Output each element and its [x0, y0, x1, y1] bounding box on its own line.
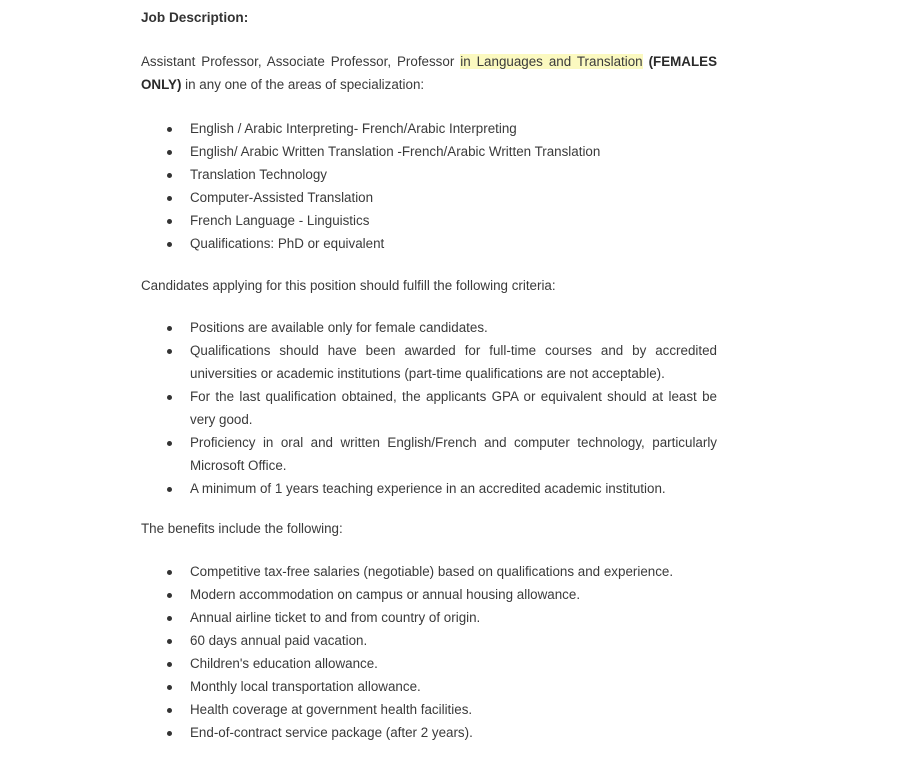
list-item: Children's education allowance. [141, 652, 717, 675]
list-item: End-of-contract service package (after 2 years). [141, 721, 717, 744]
intro-paragraph [141, 50, 717, 96]
list-item: Health coverage at government health facilities. [141, 698, 717, 721]
list-item: Annual airline ticket to and from country of origin. [141, 606, 717, 629]
list-item: English/ Arabic Written Translation -French/Arabic Written Translation [141, 140, 717, 163]
intro-text-end: in any one of the areas of specialization: [181, 77, 425, 92]
list-item: Modern accommodation on campus or annual housing allowance. [141, 583, 717, 606]
intro-text: Assistant Professor, Associate Professor, Professor [141, 54, 461, 69]
benefits-list [141, 560, 717, 744]
list-item: Computer-Assisted Translation [141, 186, 717, 209]
criteria-heading: Candidates applying for this position should fulfill the following criteria: [141, 278, 556, 293]
criteria-list [141, 316, 717, 500]
specialization-list [141, 117, 717, 255]
list-item: Monthly local transportation allowance. [141, 675, 717, 698]
list-item: Qualifications: PhD or equivalent [141, 232, 717, 255]
list-item: English / Arabic Interpreting- French/Arabic Interpreting [141, 117, 717, 140]
list-item: Qualifications should have been awarded for full-time courses and by accredited universities or academic institutions (part-time qualifications are not acceptable). [141, 339, 717, 385]
list-item: French Language - Linguistics [141, 209, 717, 232]
section-title: Job Description: [141, 10, 249, 25]
list-item: A minimum of 1 years teaching experience in an accredited academic institution. [141, 477, 717, 500]
list-item: Positions are available only for female candidates. [141, 316, 717, 339]
list-item: Proficiency in oral and written English/French and computer technology, particularly Microsoft Office. [141, 431, 717, 477]
list-item: 60 days annual paid vacation. [141, 629, 717, 652]
benefits-heading: The benefits include the following: [141, 521, 343, 536]
list-item: Competitive tax-free salaries (negotiable) based on qualifications and experience. [141, 560, 717, 583]
females-only-emphasis: (FEMALES ONLY) [141, 54, 717, 92]
list-item: For the last qualification obtained, the applicants GPA or equivalent should at least be very good. [141, 385, 717, 431]
list-item: Translation Technology [141, 163, 717, 186]
highlighted-text: in Languages and Translation [460, 54, 643, 69]
